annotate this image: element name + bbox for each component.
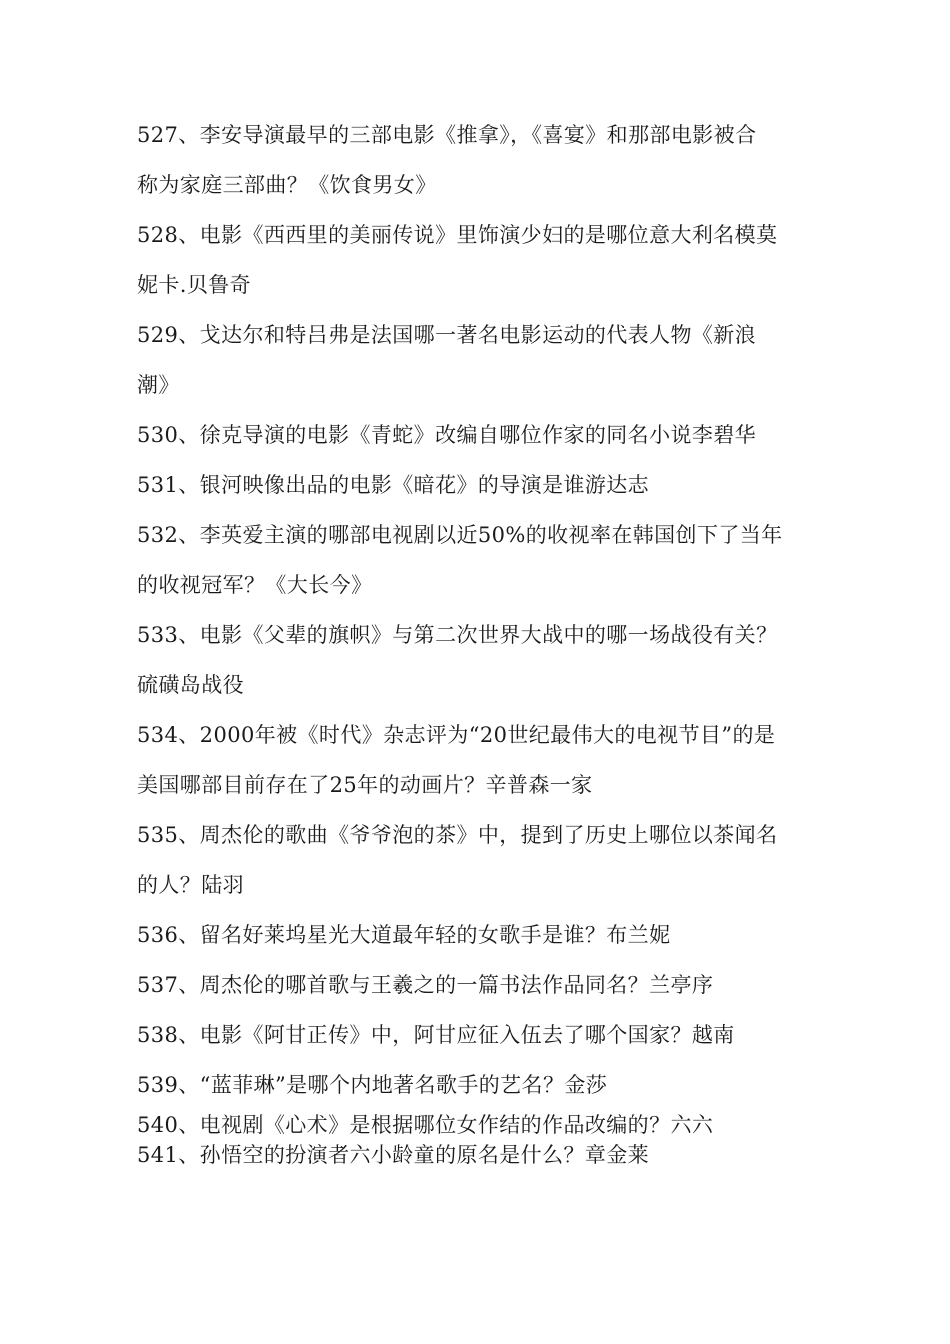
text-line: 的人？陆羽 xyxy=(137,873,244,897)
text-line: 527、李安导演最早的三部电影《推拿》，《喜宴》和那部电影被合 xyxy=(137,123,757,147)
text-line: 532、李英爱主演的哪部电视剧以近50%的收视率在韩国创下了当年 xyxy=(137,523,783,547)
text-line: 潮》 xyxy=(137,373,180,397)
text-line: 妮卡.贝鲁奇 xyxy=(137,273,252,297)
question-list xyxy=(137,110,817,1170)
text-line: 540、电视剧《心术》是根据哪位女作结的作品改编的？六六 xyxy=(137,1113,714,1137)
text-line: 硫磺岛战役 xyxy=(137,673,244,697)
text-line: 534、2000年被《时代》杂志评为“20世纪最伟大的电视节目”的是 xyxy=(137,723,776,747)
text-line: 538、电影《阿甘正传》中，阿甘应征入伍去了哪个国家？越南 xyxy=(137,1023,735,1047)
text-line: 541、孙悟空的扮演者六小龄童的原名是什么？章金莱 xyxy=(137,1143,650,1167)
text-line: 539、“蓝菲琳”是哪个内地著名歌手的艺名？金莎 xyxy=(137,1073,608,1097)
text-line: 称为家庭三部曲？《饮食男女》 xyxy=(137,173,437,197)
text-line: 533、电影《父辈的旗帜》与第二次世界大战中的哪一场战役有关？ xyxy=(137,623,778,647)
text-line: 531、银河映像出品的电影《暗花》的导演是谁游达志 xyxy=(137,473,650,497)
text-line: 美国哪部目前存在了25年的动画片？辛普森一家 xyxy=(137,773,593,797)
text-line: 529、戈达尔和特吕弗是法国哪一著名电影运动的代表人物《新浪 xyxy=(137,323,757,347)
text-line: 530、徐克导演的电影《青蛇》改编自哪位作家的同名小说李碧华 xyxy=(137,423,757,447)
text-line: 536、留名好莱坞星光大道最年轻的女歌手是谁？布兰妮 xyxy=(137,923,671,947)
text-line: 537、周杰伦的哪首歌与王羲之的一篇书法作品同名？兰亭序 xyxy=(137,973,714,997)
text-line: 535、周杰伦的歌曲《爷爷泡的茶》中，提到了历史上哪位以茶闻名 xyxy=(137,823,778,847)
text-line: 的收视冠军？《大长今》 xyxy=(137,573,373,597)
text-line: 528、电影《西西里的美丽传说》里饰演少妇的是哪位意大利名模莫 xyxy=(137,223,778,247)
